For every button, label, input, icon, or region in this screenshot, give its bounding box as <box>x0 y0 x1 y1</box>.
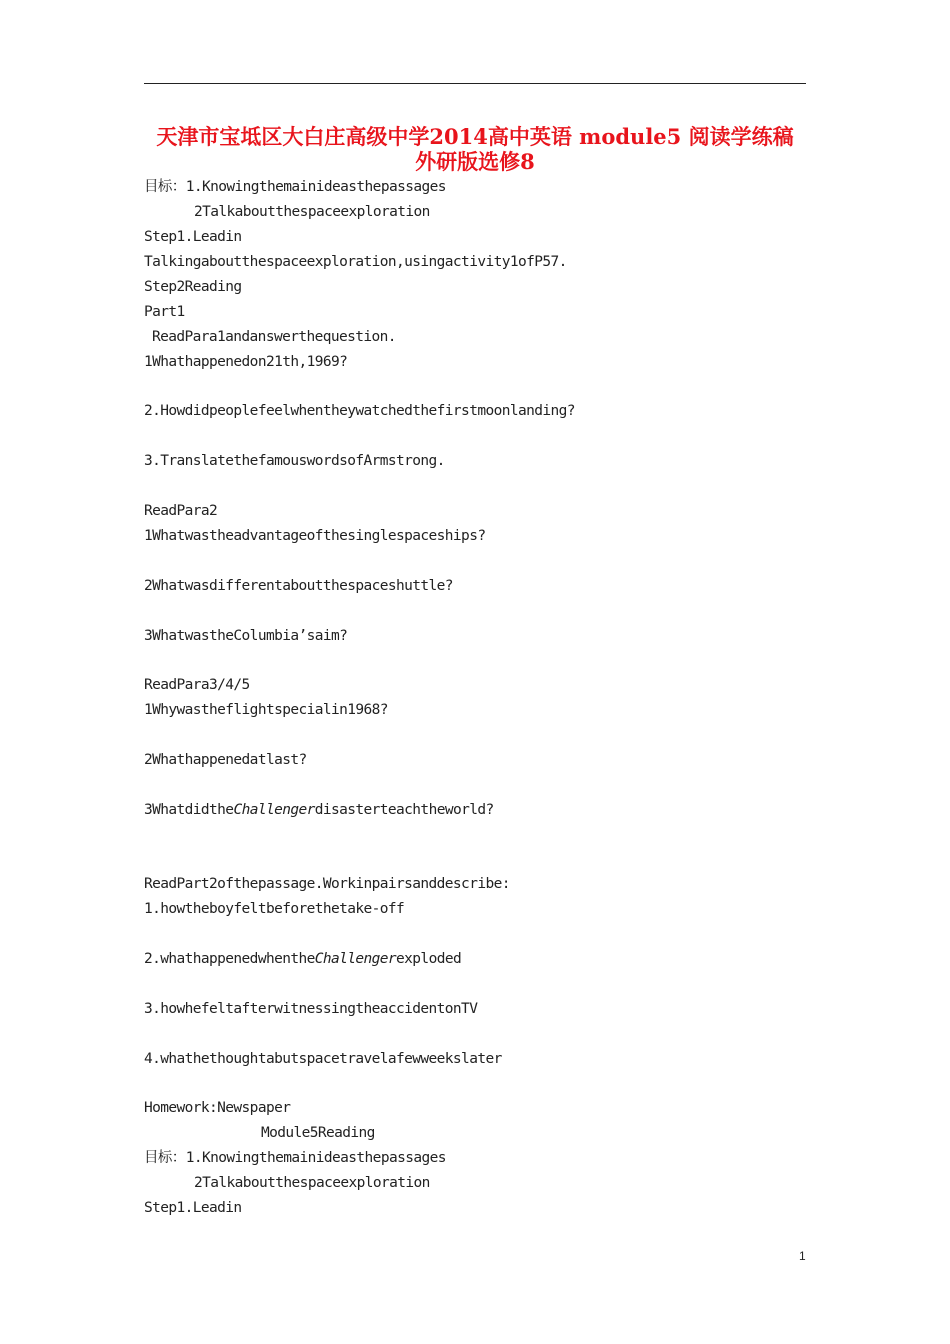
question-3-3-end: disasterteachtheworld? <box>314 802 494 818</box>
homework-line: Homework:Newspaper <box>144 1100 291 1116</box>
question-2-1: 1Whatwastheadvantageofthesinglespaceships? <box>144 528 486 544</box>
document-title-line1: 天津市宝坻区大白庄高级中学2014高中英语 module5 阅读学练稿 <box>156 124 794 149</box>
document-title-line2: 外研版选修8 <box>415 149 535 174</box>
readpara2-heading: ReadPara2 <box>144 503 218 519</box>
readpara345-heading: ReadPara3/4/5 <box>144 677 250 693</box>
step1-heading-repeat: Step1.Leadin <box>144 1200 242 1216</box>
page-number: 1 <box>799 1249 806 1263</box>
part1-heading: Part1 <box>144 304 185 320</box>
describe-item-1: 1.howtheboyfeltbeforethetake-off <box>144 901 405 917</box>
question-1-2: 2.Howdidpeoplefeelwhentheywatchedthefirstmoonlanding? <box>144 403 575 419</box>
question-1-3: 3.TranslatethefamouswordsofArmstrong. <box>144 453 445 469</box>
question-2-3: 3WhatwastheColumbia’saim? <box>144 628 348 644</box>
step2-heading: Step2Reading <box>144 279 242 295</box>
describe-item-2-end: exploded <box>396 951 462 967</box>
goal-line-1-repeat: 目标：1.Knowingthemainideasthepassages <box>144 1150 446 1166</box>
question-3-1: 1Whywastheflightspecialin1968? <box>144 702 388 718</box>
goal-line-2-repeat: 2Talkaboutthespaceexploration <box>194 1175 430 1191</box>
describe-item-2 <box>144 950 461 968</box>
header-rule <box>144 83 806 84</box>
question-1-1: 1Whathappenedon21th,1969? <box>144 354 348 370</box>
describe-item-2-start: 2.whathappenedwhenthe <box>144 951 315 967</box>
readpart2-instruction: ReadPart2ofthepassage.Workinpairsanddescribe: <box>144 876 510 892</box>
question-2-2: 2Whatwasdifferentaboutthespaceshuttle? <box>144 578 453 594</box>
step1-heading: Step1.Leadin <box>144 229 242 245</box>
challenger-italic: Challenger <box>233 802 315 818</box>
question-3-3 <box>144 801 494 819</box>
question-3-2: 2Whathappenedatlast? <box>144 752 307 768</box>
describe-item-3: 3.howhefeltafterwitnessingtheaccidentonTV <box>144 1001 478 1017</box>
goal-line-1: 目标：1.Knowingthemainideasthepassages <box>144 179 446 195</box>
describe-item-4: 4.whathethoughtabutspacetravelafewweekslater <box>144 1051 502 1067</box>
readpara1-instruction: ReadPara1andanswerthequestion. <box>152 329 396 345</box>
module-reading-heading: Module5Reading <box>261 1125 375 1141</box>
question-3-3-start: 3Whatdidthe <box>144 802 234 818</box>
talking-line: Talkingaboutthespaceexploration,usingactivity1ofP57. <box>144 254 567 270</box>
goal-line-2: 2Talkaboutthespaceexploration <box>194 204 430 220</box>
challenger-italic-2: Challenger <box>314 951 397 967</box>
